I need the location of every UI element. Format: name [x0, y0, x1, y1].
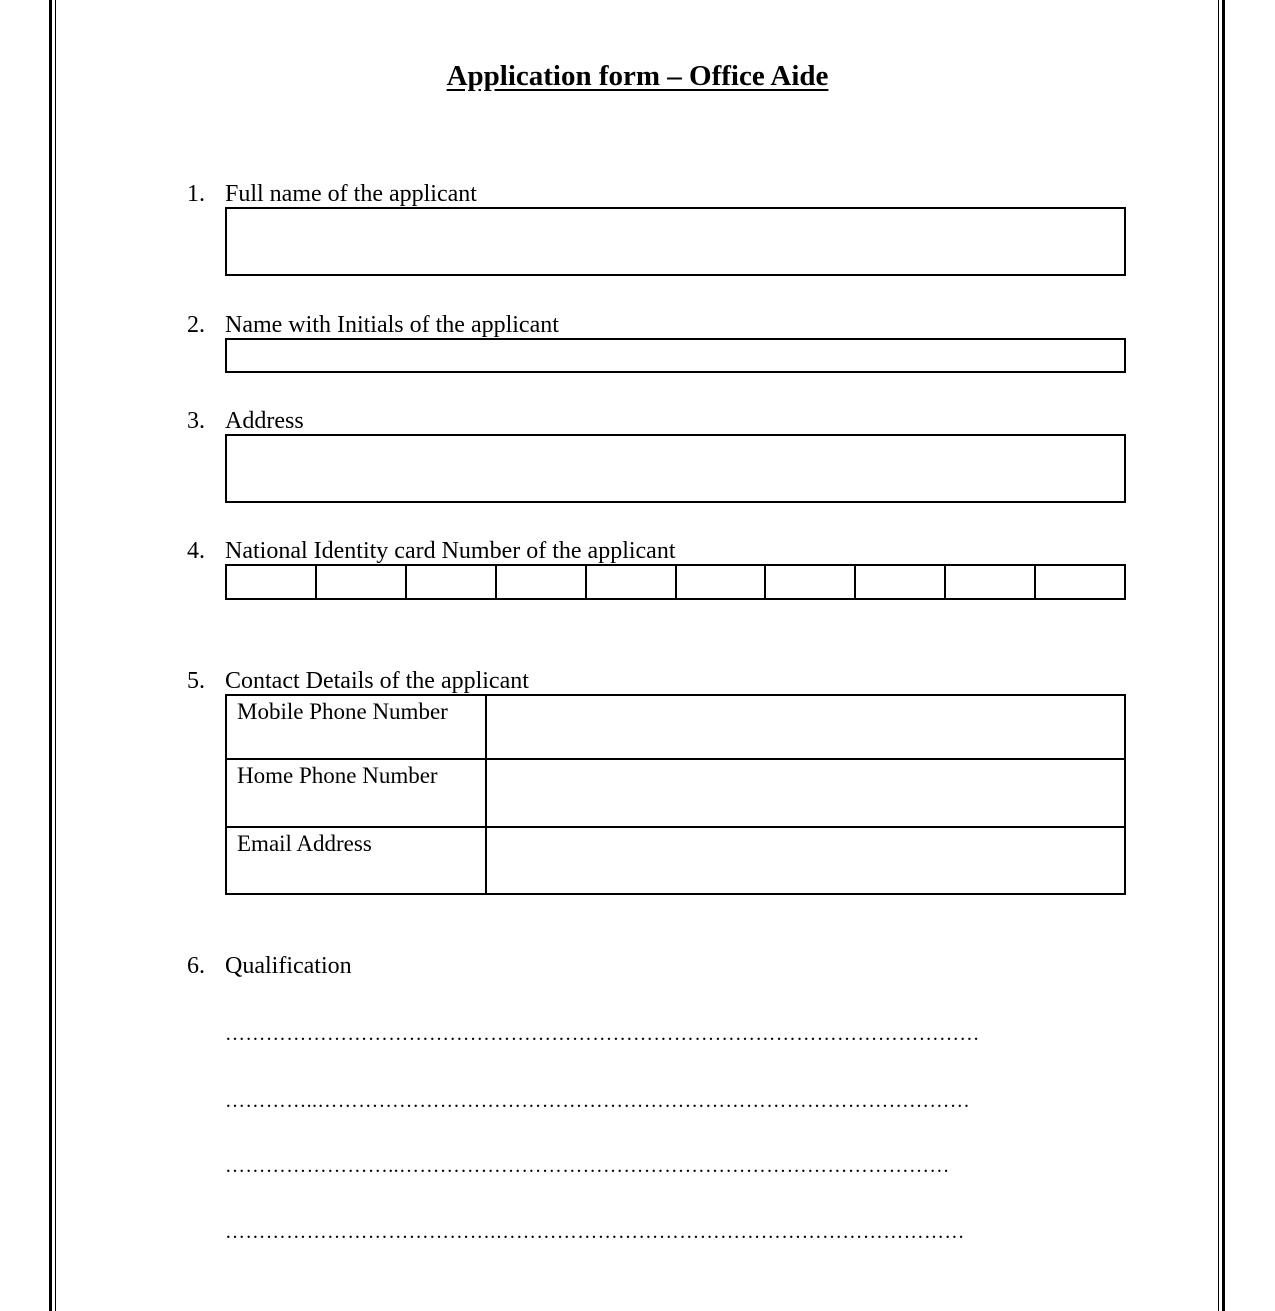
nic-digit-box[interactable] [587, 566, 677, 598]
name-with-initials-field[interactable] [225, 338, 1126, 373]
question-label-nic-number: National Identity card Number of the applicant [225, 538, 676, 564]
nic-digit-box[interactable] [227, 566, 317, 598]
nic-digit-box[interactable] [317, 566, 407, 598]
contact-details-table [225, 694, 1126, 895]
mobile-phone-label: Mobile Phone Number [226, 695, 486, 759]
right-border-inner [1218, 0, 1219, 1311]
question-label-full-name: Full name of the applicant [225, 181, 477, 207]
qualification-line-1[interactable]: ………………………………………………………………………………………………… [225, 1023, 980, 1045]
email-address-field[interactable] [486, 827, 1125, 894]
email-address-label: Email Address [226, 827, 486, 894]
address-field[interactable] [225, 434, 1126, 503]
nic-digit-box[interactable] [946, 566, 1036, 598]
qualification-line-2[interactable]: …………..…………………………………………………………………………………… [225, 1090, 971, 1112]
question-number-2: 2. [187, 312, 205, 338]
question-number-6: 6. [187, 953, 205, 979]
nic-digit-box[interactable] [1036, 566, 1124, 598]
nic-digit-box[interactable] [856, 566, 946, 598]
table-row [226, 695, 1125, 759]
nic-digit-box[interactable] [497, 566, 587, 598]
question-label-name-with-initials: Name with Initials of the applicant [225, 312, 559, 338]
left-border-inner [55, 0, 56, 1311]
nic-digit-box[interactable] [677, 566, 767, 598]
question-number-4: 4. [187, 538, 205, 564]
home-phone-field[interactable] [486, 759, 1125, 827]
table-row [226, 759, 1125, 827]
nic-number-boxes [225, 564, 1126, 600]
question-label-qualification: Qualification [225, 953, 352, 979]
question-number-5: 5. [187, 668, 205, 694]
question-label-address: Address [225, 408, 304, 434]
table-row [226, 827, 1125, 894]
nic-digit-box[interactable] [407, 566, 497, 598]
question-label-contact-details: Contact Details of the applicant [225, 668, 529, 694]
left-border-outer [49, 0, 52, 1311]
question-number-1: 1. [187, 181, 205, 207]
mobile-phone-field[interactable] [486, 695, 1125, 759]
qualification-line-3[interactable]: ……………………..……………………………………………………………………… [225, 1155, 950, 1177]
full-name-field[interactable] [225, 207, 1126, 276]
home-phone-label: Home Phone Number [226, 759, 486, 827]
qualification-line-4[interactable]: ………………………………….…………………………………………………………… [225, 1221, 965, 1243]
question-number-3: 3. [187, 408, 205, 434]
right-border-outer [1222, 0, 1225, 1311]
nic-digit-box[interactable] [766, 566, 856, 598]
page-title: Application form – Office Aide [446, 60, 829, 92]
